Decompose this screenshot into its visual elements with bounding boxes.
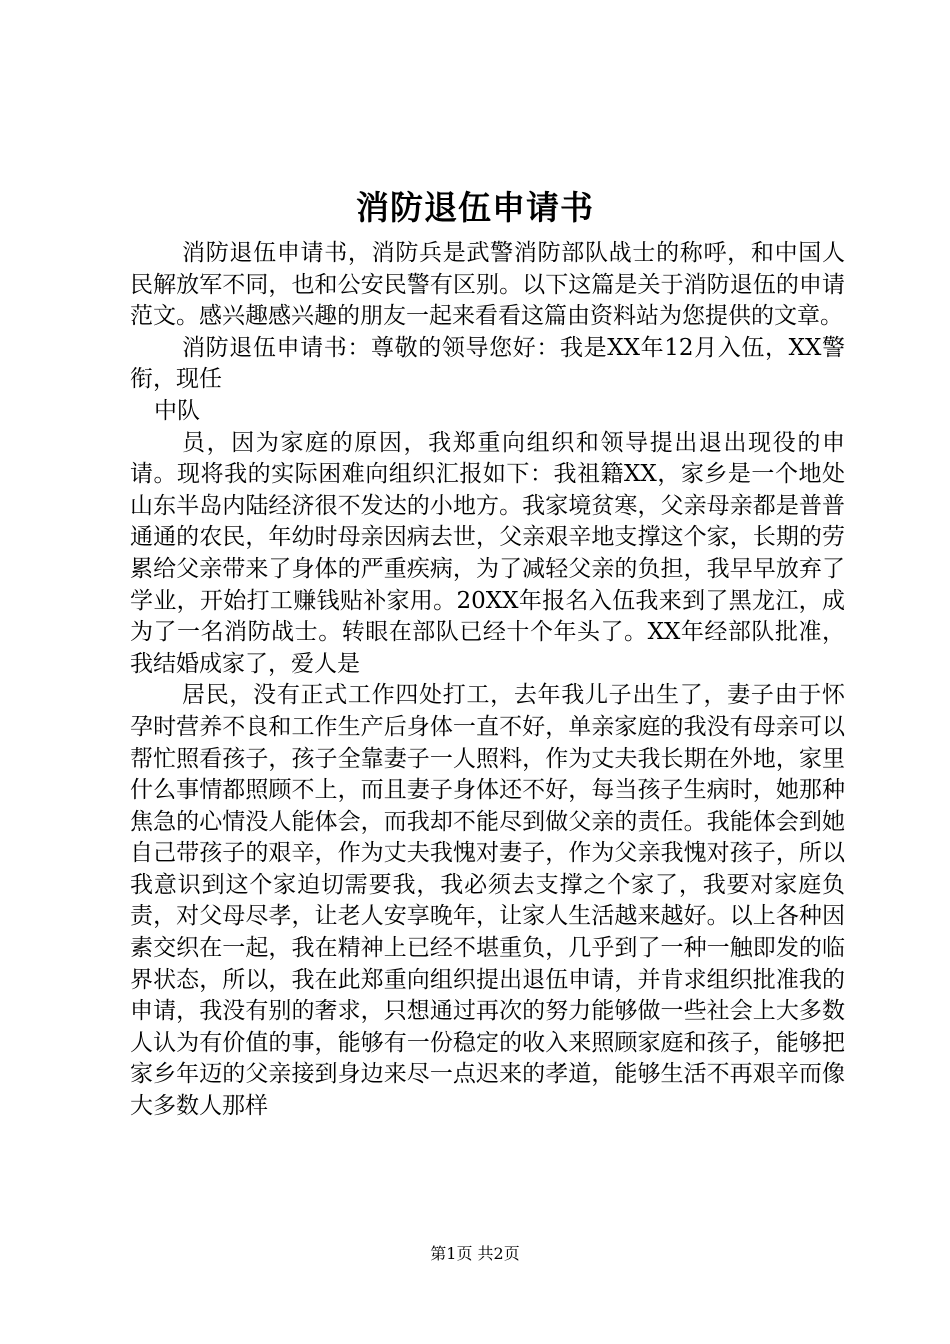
- paragraph-family-background: 员，因为家庭的原因，我郑重向组织和领导提出退出现役的申请。现将我的实际困难向组织汇报如下：我祖籍XX，家乡是一个地处山东半岛内陆经济很不发达的小地方。我家境贫寒，父亲母亲都是普普通通的农民，年幼时母亲因病去世，父亲艰辛地支撑这个家，长期的劳累给父亲带来了身体的严重疾病，为了减轻父亲的负担，我早早放弃了学业，开始打工赚钱贴补家用。20XX年报名入伍我来到了黑龙江，成为了一名消防战士。转眼在部队已经十个年头了。XX年经部队批准，我结婚成家了，爱人是: [130, 429, 845, 677]
- document-body: [130, 238, 845, 1123]
- paragraph-salutation: 消防退伍申请书：尊敬的领导您好：我是XX年12月入伍，XX警衔，现任: [130, 334, 845, 393]
- paragraph-intro: 消防退伍申请书，消防兵是武警消防部队战士的称呼，和中国人民解放军不同，也和公安民警有区别。以下这篇是关于消防退伍的申请范文。感兴趣感兴趣的朋友一起来看看这篇由资料站为您提供的文章。: [130, 240, 845, 330]
- paragraph-request: 居民，没有正式工作四处打工，去年我儿子出生了，妻子由于怀孕时营养不良和工作生产后身体一直不好，单亲家庭的我没有母亲可以帮忙照看孩子，孩子全靠妻子一人照料，作为丈夫我长期在外地，家里什么事情都照顾不上，而且妻子身体还不好，每当孩子生病时，她那种焦急的心情没人能体会，而我却不能尽到做父亲的责任。我能体会到她自己带孩子的艰辛，作为丈夫我愧对妻子，作为父亲我愧对孩子，所以我意识到这个家迫切需要我，我必须去支撑之个家了，我要对家庭负责，对父母尽孝，让老人安享晚年，让家人生活越来越好。以上各种因素交织在一起，我在精神上已经不堪重负，几乎到了一种一触即发的临界状态，所以，我在此郑重向组织提出退伍申请，并肯求组织批准我的申请，我没有别的奢求，只想通过再次的努力能够做一些社会上大多数人认为有价值的事，能够有一份稳定的收入来照顾家庭和孩子，能够把家乡年迈的父亲接到身边来尽一点迟来的孝道，能够生活不再艰辛而像大多数人那样: [130, 682, 845, 1120]
- document-title: 消防退伍申请书: [356, 188, 594, 227]
- page-number: 第1页 共2页: [430, 1244, 520, 1263]
- paragraph-unit: 中队: [154, 397, 200, 424]
